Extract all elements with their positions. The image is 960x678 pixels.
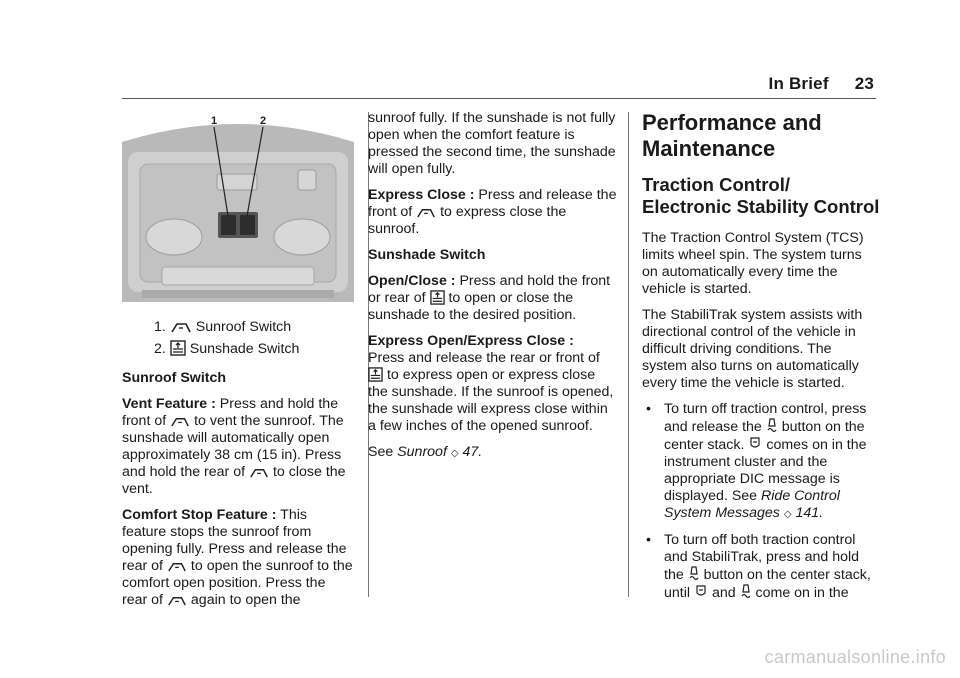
sunshade-icon (368, 367, 383, 382)
sunroof-switch-heading: Sunroof Switch (122, 370, 227, 386)
column-divider-2 (628, 112, 629, 597)
sunroof-link[interactable]: Sunroof (397, 444, 447, 460)
section-heading: Performance and Maintenance (642, 110, 822, 161)
traction-off-icon (740, 584, 752, 600)
bullet-both-off: • To turn off both traction control and StabiliTrak, press and hold the button on the center stack, until and come on in the (646, 532, 871, 601)
tcs-indicator-icon (694, 584, 708, 600)
column-1 (122, 112, 354, 618)
express-open-paragraph: Express Open/Express Close : Press and release the rear or front of to express open or express close the sunshade. If the sunroof is opened, the sunshade will express close within a few inches of the opened sunroof. (368, 333, 614, 434)
watermark: carmanualsonline.info (764, 647, 946, 667)
sunroof-icon (167, 594, 187, 607)
section-title: In Brief (768, 74, 829, 93)
page-number: 23 (854, 74, 874, 93)
stabilitrak-paragraph: The StabiliTrak system assists with directional control of the vehicle in difficult driving conditions. The system also turns on automatically every time the vehicle is started. (642, 307, 863, 391)
open-close-paragraph: Open/Close : Press and hold the front or rear of to open or close the sunshade to the desired position. (368, 273, 611, 323)
traction-off-icon (766, 418, 778, 434)
tcs-paragraph: The Traction Control System (TCS) limits wheel spin. The system turns on automatically every time the vehicle is started. (642, 230, 864, 297)
sunshade-icon (170, 340, 186, 356)
subsection-heading: Traction Control/ Electronic Stability Control (642, 174, 880, 217)
page-ref-icon: ◇ (450, 448, 459, 459)
sunroof-icon (170, 320, 192, 334)
sunroof-icon (170, 415, 190, 428)
continuation-paragraph: sunroof fully. If the sunshade is not fully open when the comfort feature is pressed the second time, the sunshade will open fully. (368, 110, 616, 177)
callout-1: 1 (211, 115, 218, 127)
legend-label-1: Sunroof Switch (195, 319, 292, 335)
tcs-indicator-icon (748, 436, 762, 452)
legend-item-2: 2. Sunshade Switch (154, 341, 300, 357)
ride-control-link[interactable]: Ride Control System Messages (664, 488, 840, 521)
vent-feature-paragraph: Vent Feature : Press and hold the front of to vent the sunroof. The sunshade will automatically open approximately 38 cm (15 in). Press and hold the rear of to close the vent. (122, 396, 346, 497)
page-header (769, 74, 874, 94)
express-close-paragraph: Express Close : Press and release the front of to express close the sunroof. (368, 187, 617, 237)
bullet-traction-off: • To turn off traction control, press and release the button on the center stack. comes on in the instrument cluster and the appropriate DIC message is displayed. See Ride Control System Messages ◇ 141. (646, 401, 867, 521)
figure-legend (154, 316, 354, 360)
see-sunroof-reference: See Sunroof ◇ 47. (368, 444, 483, 460)
column-3 (642, 110, 880, 611)
header-rule (122, 98, 876, 99)
sunroof-icon (167, 560, 187, 573)
sunshade-icon (430, 290, 445, 305)
sunshade-switch-heading: Sunshade Switch (368, 247, 486, 263)
sunroof-icon (249, 466, 269, 479)
callout-2: 2 (260, 115, 267, 127)
traction-off-icon (688, 566, 700, 582)
comfort-stop-paragraph: Comfort Stop Feature : This feature stops the sunroof from opening fully. Press and release the rear of to open the sunroof to the comfort open position. Press the rear of again to open the (122, 507, 353, 608)
legend-label-2: Sunshade Switch (189, 341, 300, 357)
column-2 (368, 110, 618, 471)
legend-item-1: 1. Sunroof Switch (154, 319, 292, 335)
overhead-console-photo (122, 112, 354, 302)
sunroof-icon (416, 206, 436, 219)
